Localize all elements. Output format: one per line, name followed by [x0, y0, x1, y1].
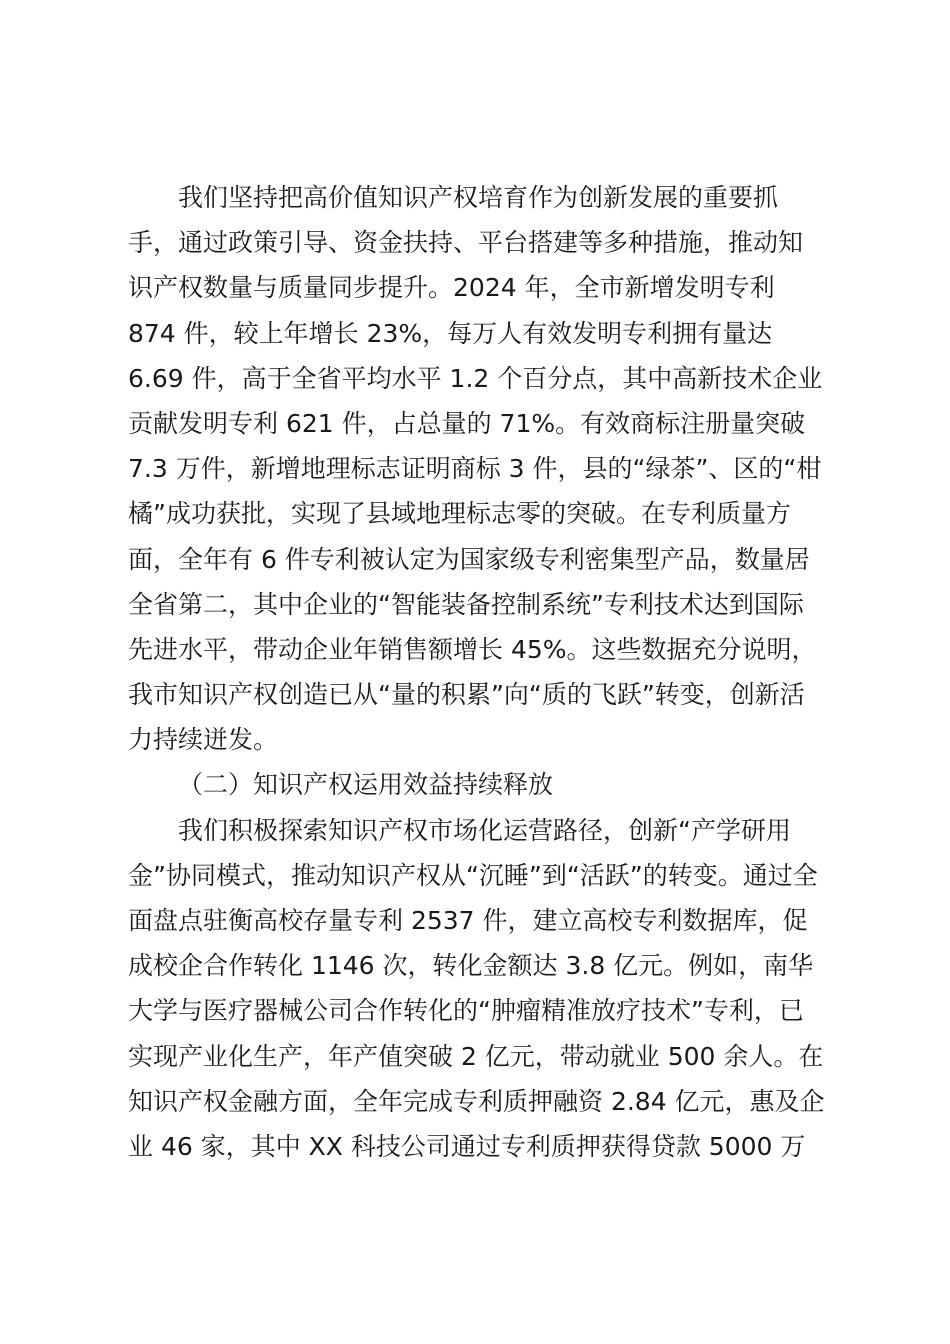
paragraph-2-line-2: 金”协同模式，推动知识产权从“沉睡”到“活跃”的转变。通过全 — [128, 860, 818, 890]
paragraph-1-line-9: 面，全年有 6 件专利被认定为国家级专利密集型产品，数量居 — [128, 544, 810, 574]
paragraph-1-line-12: 我市知识产权创造已从“量的积累”向“质的飞跃”转变，创新活 — [128, 680, 805, 710]
paragraph-2-line-3: 面盘点驻衡高校存量专利 2537 件，建立高校专利数据库，促 — [128, 906, 808, 935]
paragraph-2-line-4: 成校企合作转化 1146 次，转化金额达 3.8 亿元。例如，南华 — [128, 951, 814, 981]
paragraph-1-line-11: 先进水平，带动企业年销售额增长 45%。这些数据充分说明， — [128, 634, 817, 664]
paragraph-1-line-3: 识产权数量与质量同步提升。2024 年，全市新增发明专利 — [128, 273, 775, 303]
section-heading: （二）知识产权运用效益持续释放 — [178, 770, 554, 800]
paragraph-2-line-5: 大学与医疗器械公司合作转化的“肿瘤精准放疗技术”专利，已 — [128, 996, 804, 1026]
paragraph-2-line-1: 我们积极探索知识产权市场化运营路径，创新“产学研用 — [178, 815, 791, 845]
paragraph-1-line-2: 手，通过政策引导、资金扶持、平台搭建等多种措施，推动知 — [128, 228, 804, 258]
paragraph-1-line-5: 6.69 件，高于全省平均水平 1.2 个百分点，其中高新技术企业 — [128, 363, 823, 393]
paragraph-1-line-4: 874 件，较上年增长 23%，每万人有效发明专利拥有量达 — [128, 318, 773, 348]
paragraph-1-line-7: 7.3 万件，新增地理标志证明商标 3 件，县的“绿茶”、区的“柑 — [128, 454, 822, 484]
paragraph-1-line-6: 贡献发明专利 621 件，占总量的 71%。有效商标注册量突破 — [128, 408, 806, 438]
paragraph-1-line-10: 全省第二，其中企业的“智能装备控制系统”专利技术达到国际 — [128, 589, 804, 619]
paragraph-1-line-1: 我们坚持把高价值知识产权培育作为创新发展的重要抓 — [178, 183, 779, 212]
paragraph-1-line-13: 力持续迸发。 — [128, 725, 279, 755]
paragraph-2-line-8: 业 46 家，其中 XX 科技公司通过专利质押获得贷款 5000 万 — [128, 1131, 806, 1161]
paragraph-1-line-8: 橘”成功获批，实现了县域地理标志零的突破。在专利质量方 — [128, 499, 791, 529]
paragraph-2-line-7: 知识产权金融方面，全年完成专利质押融资 2.84 亿元，惠及企 — [128, 1086, 825, 1116]
paragraph-2-line-6: 实现产业化生产，年产值突破 2 亿元，带动就业 500 余人。在 — [128, 1041, 824, 1071]
document-body — [128, 175, 840, 1169]
